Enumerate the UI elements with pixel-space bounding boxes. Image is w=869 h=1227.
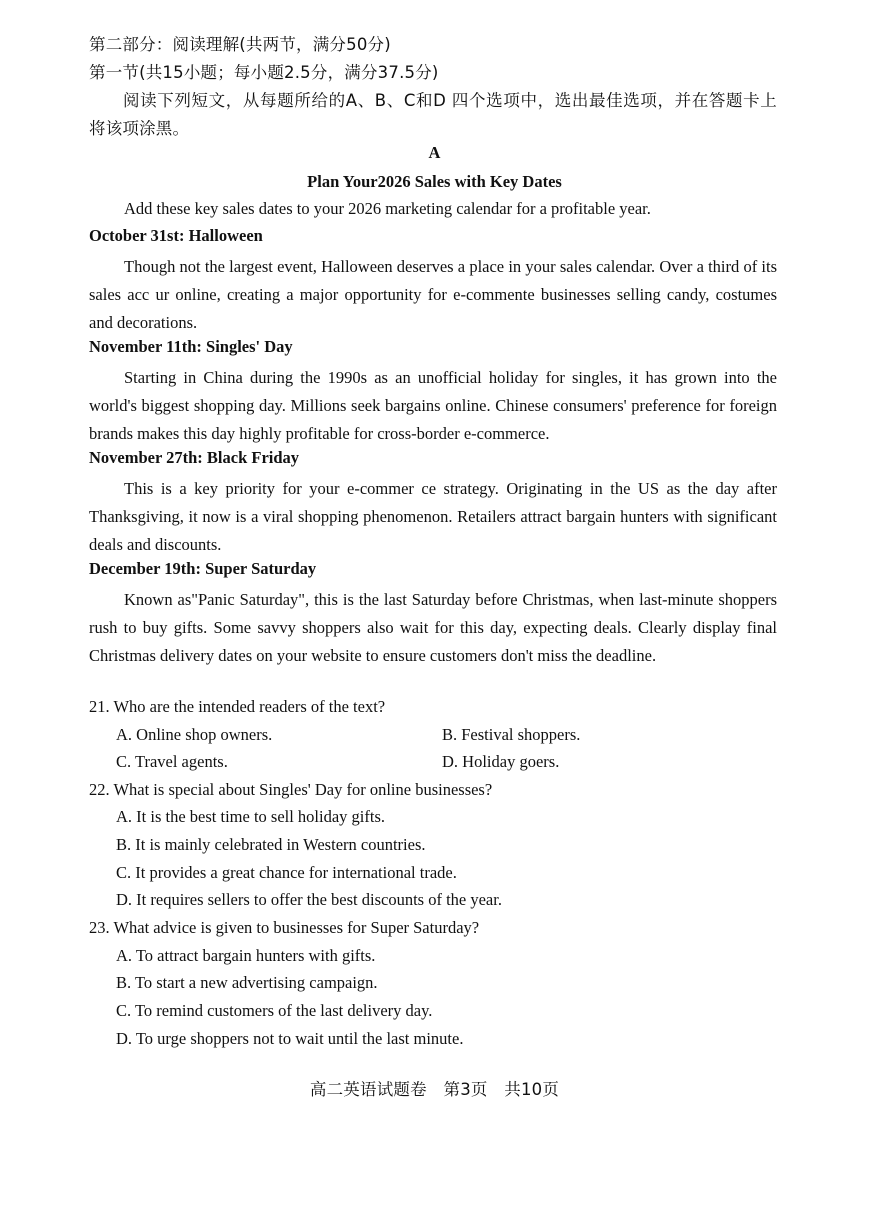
- heading-halloween: October 31st: Halloween: [89, 226, 263, 245]
- question-21-option-b: B. Festival shoppers.: [442, 725, 581, 744]
- paragraph-halloween: Though not the largest event, Halloween deserves a place in your sales calendar. Over a third of its sales acc ur online, creating a major opportunity for e-commente businesses selling candy, costumes and decorations.: [89, 257, 777, 332]
- question-21-stem: 21. Who are the intended readers of the text?: [89, 697, 386, 716]
- question-23-option-b: B. To start a new advertising campaign.: [116, 973, 378, 992]
- page-footer: 高二英语试题卷 第3页 共10页: [309, 1080, 560, 1099]
- paragraph-super-saturday: Known as"Panic Saturday", this is the last Saturday before Christmas, when last-minute shoppers rush to buy gifts. Some savvy shoppers also wait for this day, expecting deals. Clearly display final Christmas delivery dates on your website to ensure customers don't miss the deadline.: [89, 590, 777, 665]
- question-22-option-c: C. It provides a great chance for international trade.: [116, 863, 457, 882]
- question-23-option-a: A. To attract bargain hunters with gifts.: [116, 946, 376, 965]
- question-23-option-c: C. To remind customers of the last delivery day.: [116, 1001, 433, 1020]
- heading-black-friday: November 27th: Black Friday: [89, 448, 300, 467]
- passage-intro: Add these key sales dates to your 2026 marketing calendar for a profitable year.: [124, 199, 651, 218]
- question-21-option-d: D. Holiday goers.: [442, 752, 560, 771]
- question-23-stem: 23. What advice is given to businesses for Super Saturday?: [89, 918, 480, 937]
- question-22-option-b: B. It is mainly celebrated in Western countries.: [116, 835, 426, 854]
- question-22-option-a: A. It is the best time to sell holiday gifts.: [116, 807, 386, 826]
- heading-super-saturday: December 19th: Super Saturday: [89, 559, 317, 578]
- instructions: 阅读下列短文，从每题所给的A、B、C和D 四个选项中，选出最佳选项，并在答题卡上将该项涂黑。: [89, 91, 777, 138]
- question-21-option-c: C. Travel agents.: [116, 752, 228, 771]
- section-heading: 第一节(共15小题；每小题2.5分，满分37.5分): [89, 63, 439, 82]
- question-22-stem: 22. What is special about Singles' Day for online businesses?: [89, 780, 493, 799]
- part-heading: 第二部分：阅读理解(共两节，满分50分): [89, 35, 391, 54]
- question-22-option-d: D. It requires sellers to offer the best discounts of the year.: [116, 890, 502, 909]
- question-23-option-d: D. To urge shoppers not to wait until the last minute.: [116, 1029, 464, 1048]
- question-21-option-a: A. Online shop owners.: [116, 725, 273, 744]
- passage-title: Plan Your2026 Sales with Key Dates: [307, 172, 562, 191]
- passage-label: A: [428, 143, 441, 162]
- paragraph-black-friday: This is a key priority for your e-commer ce strategy. Originating in the US as the day after Thanksgiving, it now is a viral shopping phenomenon. Retailers attract bargain hunters with significant deals and discounts.: [89, 479, 777, 554]
- paragraph-singles-day: Starting in China during the 1990s as an unofficial holiday for singles, it has grown into the world's biggest shopping day. Millions seek bargains online. Chinese consumers' preference for foreign brands makes this day highly profitable for cross-border e-commerce.: [89, 368, 777, 443]
- heading-singles-day: November 11th: Singles' Day: [89, 337, 293, 356]
